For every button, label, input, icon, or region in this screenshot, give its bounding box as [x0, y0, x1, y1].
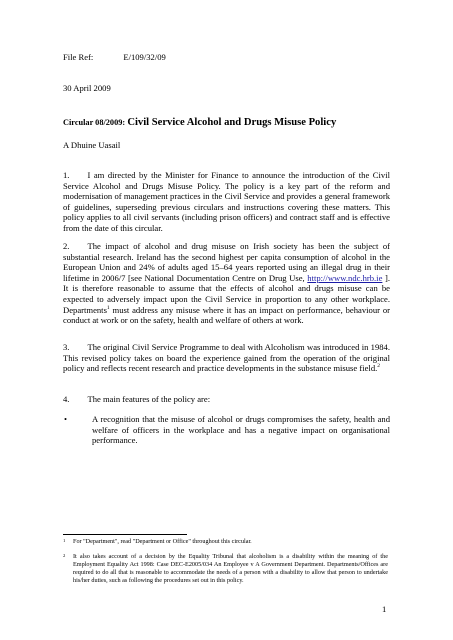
page-number: 1 [382, 604, 387, 614]
circular-title-line [63, 117, 390, 129]
paragraph-number: 4. [63, 394, 70, 404]
footnote-text: For "Department", read "Department or Office" throughout this circular. [73, 538, 252, 545]
paragraph-3 [63, 342, 390, 374]
footnote-text: It also takes account of a decision by the Equality Tribunal that alcoholism is a disability within the meaning of the Employment Equality Act 1998: Case DEC-E2005/034 An Employee v A Government Department. Departments/Offices are required to do all that is reasonable to accommodate the needs of a person with a disability to allow that person to undertake his/her duties, such as following the procedures set out in this policy. [73, 553, 388, 584]
paragraph-number: 3. [63, 342, 70, 352]
paragraph-text: must address any misuse where it has an impact on performance, behaviour or conduct at work or on the safety, health and welfare of others at work. [63, 304, 390, 326]
file-ref-value: E/109/32/09 [123, 52, 166, 62]
salutation: A Dhuine Uasail [63, 140, 121, 150]
bullet-icon: • [64, 414, 68, 424]
paragraph-text: I am directed by the Minister for Finance to announce the introduction of the Civil Service Alcohol and Drugs Misuse Policy. The policy is a key part of the reform and modernisation of management practices in the Civil Service and provides a general framework of guidelines, superseding previous circulars and instructions covering these matters. This policy applies to all civil servants (including prison officers) and contract staff and is effective from the date of this circular. [63, 170, 390, 233]
footnote-ref[interactable]: 1 [106, 304, 110, 311]
footnote-2 [63, 553, 388, 585]
footnote-1 [63, 538, 388, 546]
paragraph-4 [63, 394, 390, 405]
bullet-item [63, 414, 390, 446]
paragraph-text: The impact of alcohol and drug misuse on Irish society has been the subject of substantial research. Ireland has the second highest per capita consumption of alcohol in the European Union and 24% of adults aged 15–64 years reported using an illegal drug in their lifetime in 2006/7 [see National Documentation Centre on Drug Use, [63, 241, 390, 283]
file-ref-line [63, 52, 390, 63]
paragraph-text: ]. It is therefore reasonable to assume that the effects of alcohol and drugs misuse can be expected to adversely impact upon the Civil Service in proportion to any other workplace. Departments [63, 272, 390, 315]
ndc-link[interactable]: http://www.ndc.hrb.ie [307, 272, 383, 283]
file-ref-label: File Ref: [63, 52, 94, 62]
footnote-number: 2 [63, 553, 66, 558]
paragraph-text: The main features of the policy are: [87, 394, 211, 404]
circular-number: Circular 08/2009: [63, 118, 126, 127]
paragraph-number: 1. [63, 170, 70, 180]
document-date: 30 April 2009 [63, 83, 111, 93]
paragraph-text: The original Civil Service Programme to deal with Alcoholism was introduced in 1984. This revised policy takes on board the experience gained from the operation of the original policy and reflects recent research and practice developments in the substance misuse field. [63, 342, 390, 374]
footnote-number: 1 [63, 538, 66, 543]
paragraph-number: 2. [63, 241, 70, 251]
paragraph-2 [63, 241, 390, 326]
policy-title: Civil Service Alcohol and Drugs Misuse Policy [127, 117, 337, 128]
footnote-ref[interactable]: 2 [377, 363, 381, 370]
paragraph-1 [63, 170, 390, 234]
footnote-divider [63, 534, 187, 535]
bullet-text: A recognition that the misuse of alcohol or drugs compromises the safety, health and welfare of officers in the workplace and has a negative impact on organisational performance. [92, 414, 390, 446]
